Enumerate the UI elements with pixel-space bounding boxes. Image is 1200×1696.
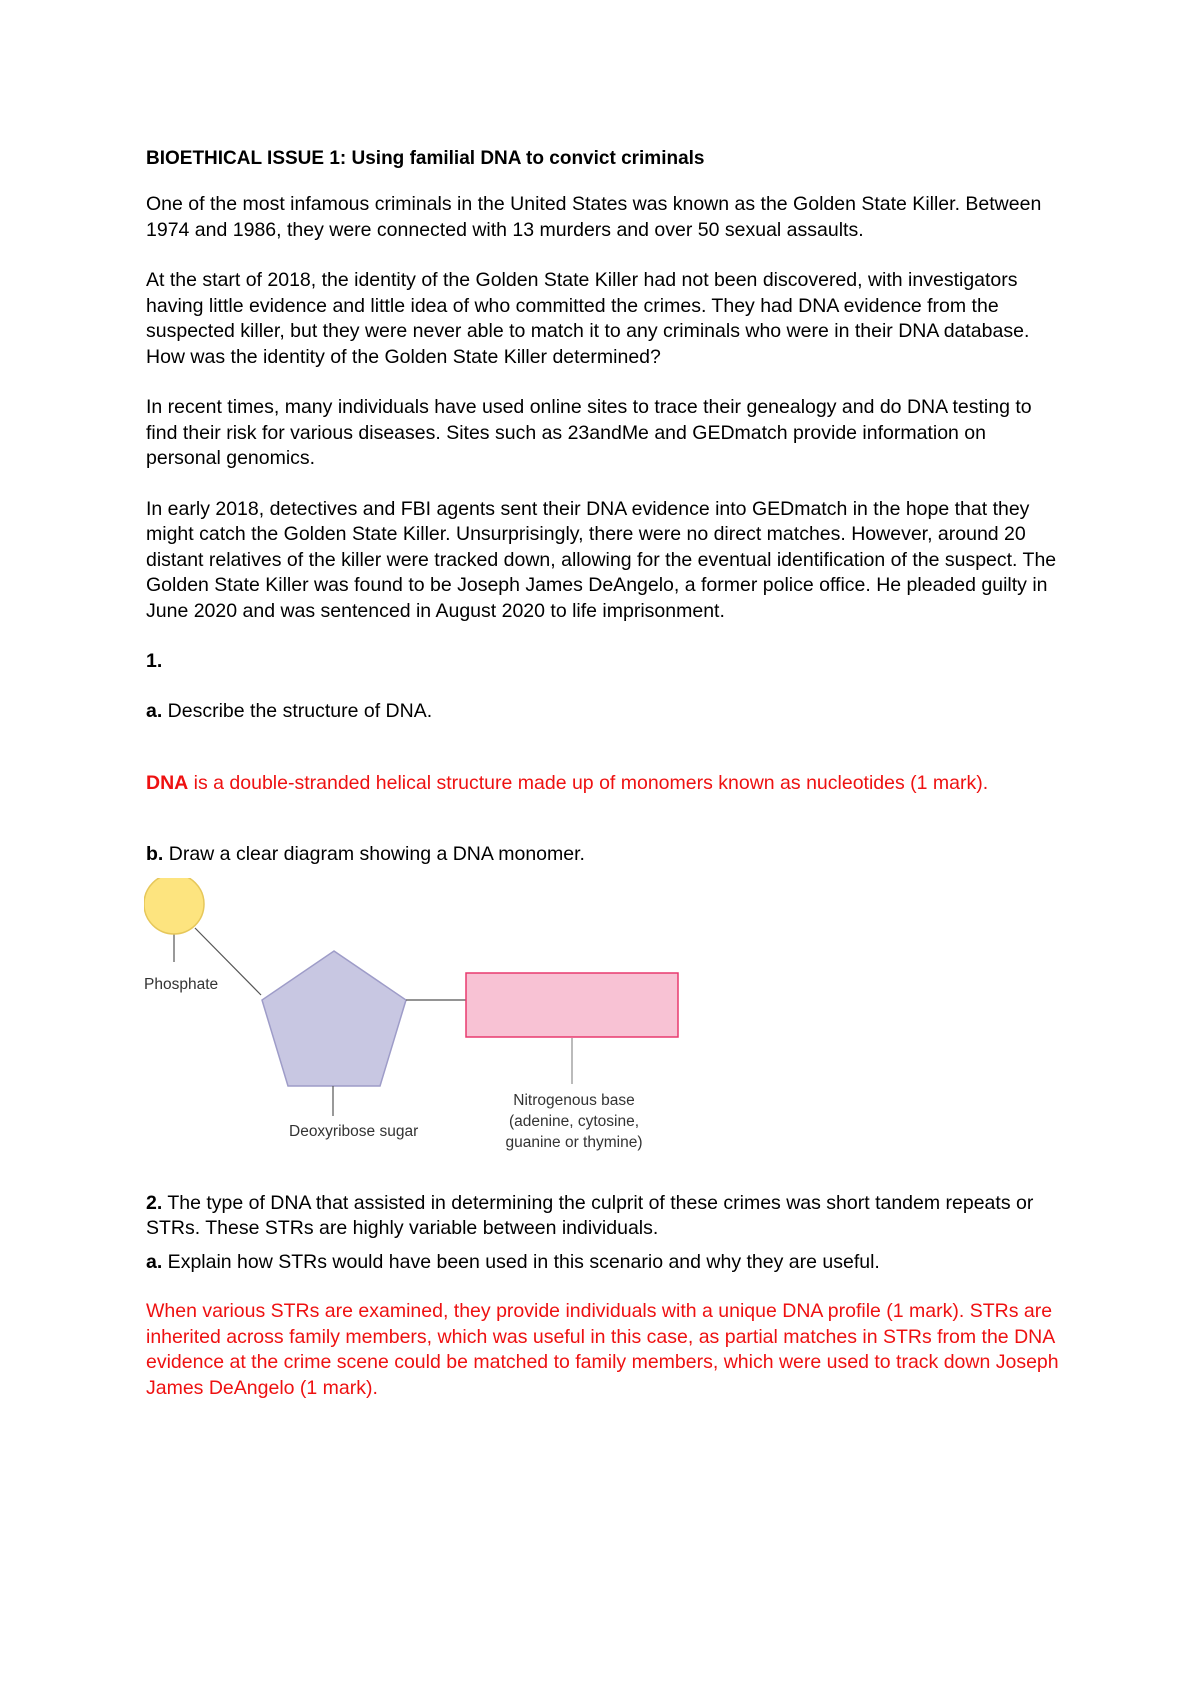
question-1b-label: b.	[146, 843, 164, 865]
paragraph-intro: One of the most infamous criminals in the United States was known as the Golden State Killer. Between 1974 and 1986, they were connected with 13 murders and over 50 sexual assaults.	[146, 193, 1042, 241]
question-2-intro	[146, 1191, 1066, 1242]
deoxyribose-sugar	[262, 951, 406, 1086]
question-2-number: 2.	[146, 1191, 163, 1214]
question-1-number: 1.	[146, 650, 163, 672]
question-2-text: The type of DNA that assisted in determining the culprit of these crimes was short tandem repeats or STRs. These STRs are highly variable between individuals.	[146, 1191, 1034, 1239]
question-1a-text: Describe the structure of DNA.	[162, 700, 433, 722]
phosphate-label: Phosphate	[144, 975, 219, 993]
sugar-label: Deoxyribose sugar	[289, 1122, 419, 1140]
paragraph-genealogy-sites: In recent times, many individuals have used online sites to trace their genealogy and do DNA testing to find their risk for various diseases. Sites such as 23andMe and GEDmatch provide information on personal genomics.	[146, 396, 1032, 469]
document-title: BIOETHICAL ISSUE 1: Using familial DNA to convict criminals	[146, 148, 705, 169]
base-label	[476, 1090, 672, 1153]
answer-2a: When various STRs are examined, they provide individuals with a unique DNA profile (1 mark). STRs are inherited across family members, which was useful in this case, as partial matches in STRs from the DNA evidence at the crime scene could be matched to family members, which were used to track down Joseph James DeAngelo (1 mark).	[146, 1300, 1059, 1399]
paragraph-resolution: In early 2018, detectives and FBI agents sent their DNA evidence into GEDmatch in the hope that they might catch the Golden State Killer. Unsurprisingly, there were no direct matches. However, around 20 distant relatives of the killer were tracked down, allowing for the eventual identification of the suspect. The Golden State Killer was found to be Joseph James DeAngelo, a former police office. He pleaded guilty in June 2020 and was sentenced in August 2020 to life imprisonment.	[146, 497, 1057, 622]
answer-1a-text: is a double-stranded helical structure made up of monomers known as nucleotides (1 mark).	[188, 771, 989, 794]
question-1a-label: a.	[146, 700, 163, 722]
nitrogenous-base	[466, 973, 678, 1037]
question-1a	[146, 699, 1066, 725]
question-2a-label: a.	[146, 1250, 163, 1273]
answer-1a	[146, 771, 1066, 797]
answer-1a-bold: DNA	[146, 771, 189, 794]
paragraph-investigation: At the start of 2018, the identity of the Golden State Killer had not been discovered, with investigators having little evidence and little idea of who committed the crimes. They had DNA evidence from the suspected killer, but they were never able to match it to any criminals who were in their DNA database. How was the identity of the Golden State Killer determined?	[146, 269, 1030, 368]
question-1b-text: Draw a clear diagram showing a DNA monomer.	[163, 843, 585, 865]
base-label-line-1: Nitrogenous base	[513, 1091, 635, 1109]
document-page	[146, 146, 1066, 1401]
base-label-line-2: (adenine, cytosine,	[508, 1112, 640, 1130]
question-2a	[146, 1250, 1066, 1276]
question-1b	[146, 842, 1066, 868]
dna-monomer-diagram	[146, 878, 1066, 1178]
question-2a-text: Explain how STRs would have been used in this scenario and why they are useful.	[162, 1250, 880, 1273]
base-label-line-3: guanine or thymine)	[505, 1133, 643, 1151]
phosphate-group	[144, 878, 204, 934]
